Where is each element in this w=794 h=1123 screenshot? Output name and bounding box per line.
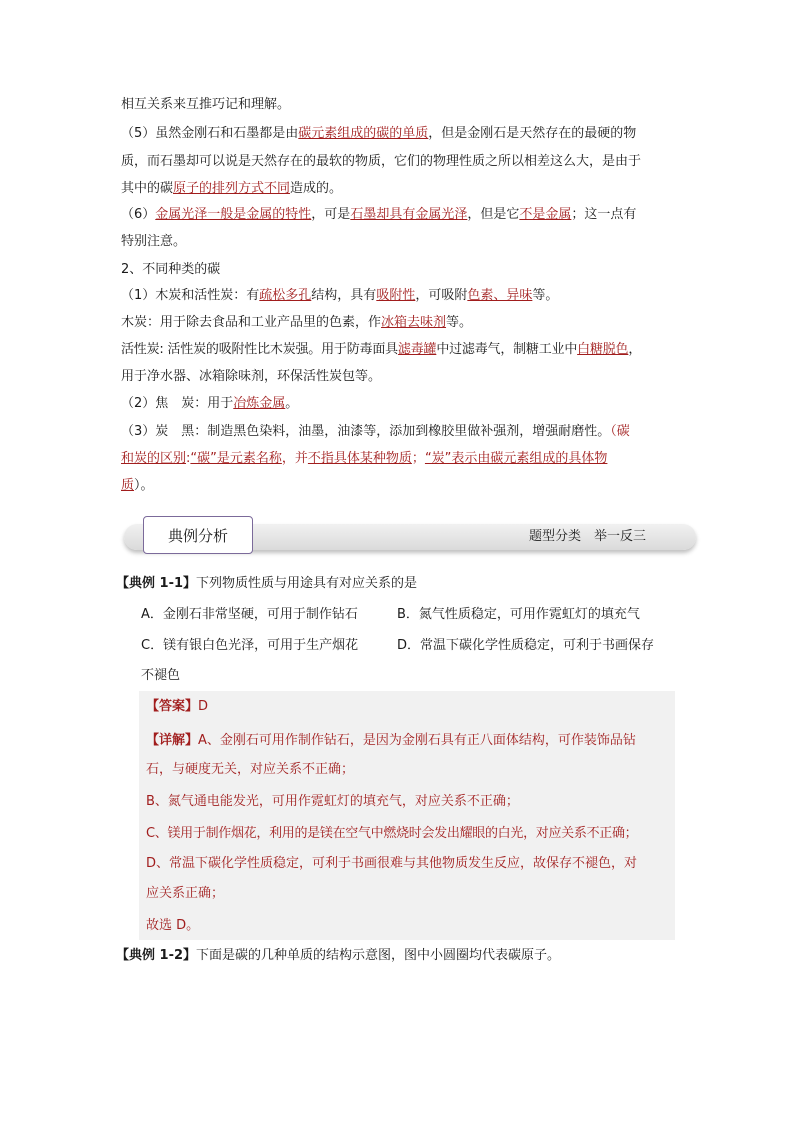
option-d: D．常温下碳化学性质稳定，可利于书画保存 [397, 638, 655, 653]
detail-line: B、氮气通电能发光，可用作霓虹灯的填充气，对应关系不正确； [146, 794, 519, 809]
option-c: C．镁有银白色光泽，可用于生产烟花 [141, 638, 359, 653]
option-b: B．氮气性质稳定，可用作霓虹灯的填充气 [397, 607, 640, 622]
option-a: A．金刚石非常坚硬，可用于制作钻石 [141, 607, 358, 622]
detail-line: C、镁用于制作烟花，利用的是镁在空气中燃烧时会发出耀眼的白光，对应关系不正确； [146, 826, 638, 841]
banner-subtitle: 题型分类 举一反三 [529, 529, 647, 544]
example-question: 【典例 1-2】下面是碳的几种单质的结构示意图，图中小圆圈均代表碳原子。 [116, 948, 561, 963]
paragraph-charcoal: 木炭：用于除去食品和工业产品里的色素，作冰箱去味剂等。 [121, 315, 473, 330]
highlight-term: 吸附性 [376, 288, 416, 303]
highlight-term: 碳元素组成的碳的单质 [298, 126, 429, 141]
highlight-term: 石墨却具有金属光泽 [350, 207, 468, 222]
highlight-term: 质 [121, 478, 135, 493]
paragraph-line: 和炭的区别:“碳”是元素名称，并不指具体某种物质；“炭”表示由碳元素组成的具体物 [121, 451, 608, 466]
highlight-term: 冰箱去味剂 [381, 315, 447, 330]
highlight-term: 不指具体某种物质 [307, 451, 412, 466]
paragraph-charcoal-activated: （1）木炭和活性炭：有疏松多孔结构，具有吸附性，可吸附色素、异味等。 [121, 288, 559, 303]
detail-line: 【详解】A、金刚石可用作制作钻石，是因为金刚石具有正八面体结构，可作装饰品钻 [146, 733, 636, 748]
highlight-term: “碳”是元素名称 [190, 451, 282, 466]
detail-line: 应关系正确； [146, 886, 225, 901]
highlight-term: 原子的排列方式不同 [173, 181, 291, 196]
highlight-term: 滤毒罐 [397, 342, 437, 357]
highlight-term: 金属光泽一般是金属的特性 [155, 207, 312, 222]
paragraph-6: （6）金属光泽一般是金属的特性，可是石墨却具有金属光泽，但是它不是金属；这一点有 [121, 207, 637, 222]
highlight-term: 冶炼金属 [233, 396, 286, 411]
option-d-continued: 不褪色 [141, 668, 181, 683]
highlight-term: 和炭的区别 [121, 451, 187, 466]
highlight-term: 不是金属 [519, 207, 572, 222]
highlight-term: 白糖脱色 [577, 342, 629, 357]
detail-line: 石，与硬度无关，对应关系不正确； [146, 762, 355, 777]
highlight-term: “炭”表示由碳元素组成的具体物 [424, 451, 608, 466]
paragraph-line: 质，而石墨却可以说是天然存在的最软的物质，它们的物理性质之所以相差这么大，是由于 [121, 154, 642, 169]
example-question: 【典例 1-1】下列物质性质与用途具有对应关系的是 [116, 576, 418, 591]
paragraph-line: 特别注意。 [121, 234, 187, 249]
paragraph-activated-carbon: 活性炭: 活性炭的吸附性比木炭强。用于防毒面具滤毒罐中过滤毒气，制糖工业中白糖脱色， [121, 342, 642, 357]
paragraph-carbon-black: （3）炭 黑：制造黑色染料，油墨，油漆等，添加到橡胶里做补强剂，增强耐磨性。（碳 [121, 424, 630, 439]
answer-line: 【答案】D [146, 699, 209, 714]
banner-tab: 典例分析 [143, 516, 253, 554]
highlight-term: 色素、异味 [467, 288, 533, 303]
section-banner [124, 516, 698, 556]
detail-line: 故选 D。 [146, 918, 200, 933]
paragraph-line: 其中的碳原子的排列方式不同造成的。 [121, 181, 343, 196]
paragraph-line: 用于净水器、冰箱除味剂，环保活性炭包等。 [121, 369, 382, 384]
paragraph-line: 相互关系来互推巧记和理解。 [121, 97, 291, 112]
paragraph-line: 质）。 [121, 478, 154, 493]
highlight-term: 疏松多孔 [259, 288, 312, 303]
detail-line: D、常温下碳化学性质稳定，可利于书画很难与其他物质发生反应，故保存不褪色，对 [146, 856, 638, 871]
paragraph-5: （5）虽然金刚石和石墨都是由碳元素组成的碳的单质，但是金刚石是天然存在的最硬的物 [121, 126, 637, 141]
section-title: 2、不同种类的碳 [121, 262, 221, 277]
paragraph-coke: （2）焦 炭：用于冶炼金属。 [121, 396, 299, 411]
